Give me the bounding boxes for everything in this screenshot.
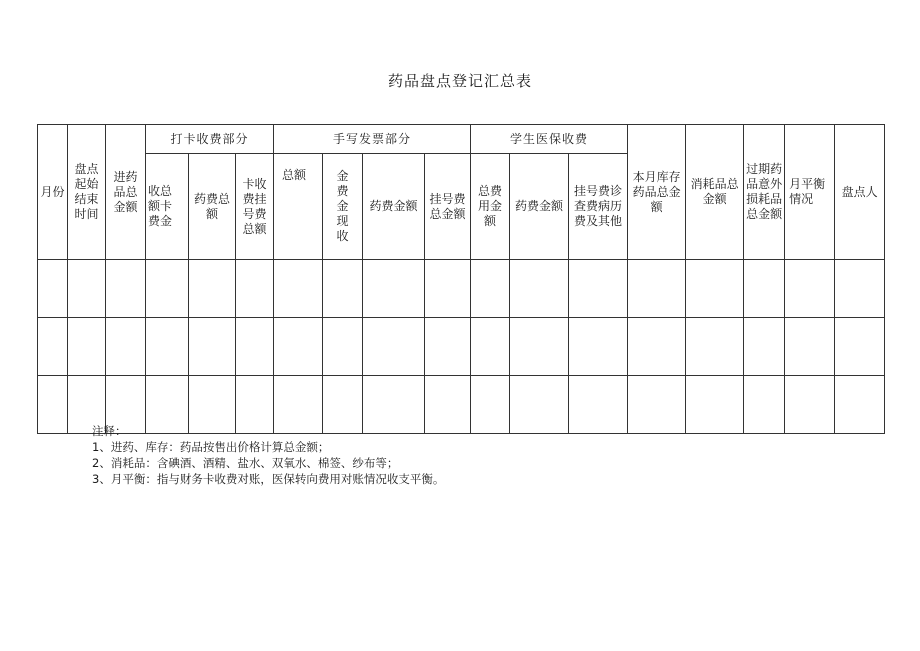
- header-period: 盘点起始结束时间: [68, 125, 106, 260]
- header-stock-total: 本月库存药品总金额: [628, 125, 686, 260]
- group-student-insurance: 学生医保收费: [471, 125, 628, 154]
- group-card-fees: 打卡收费部分: [146, 125, 274, 154]
- header-hand-drug-amount: 药费金额: [363, 154, 425, 260]
- group-handwritten-invoice: 手写发票部分: [274, 125, 471, 154]
- header-student-drug-amount: 药费金额: [510, 154, 569, 260]
- header-card-reg-total: 卡收费挂号费总额: [236, 154, 274, 260]
- header-card-drug-amount: 药费总额: [189, 154, 236, 260]
- notes-heading: 注释：: [92, 424, 127, 438]
- note-item-3: 3、月平衡：指与财务卡收费对账，医保转向费用对账情况收支平衡。: [92, 472, 445, 486]
- table-row: [38, 260, 885, 318]
- header-expired-total: 过期药品意外损耗品总金额: [744, 125, 785, 260]
- header-hand-reg-total: 挂号费总金额: [425, 154, 471, 260]
- header-balance: 月平衡情况: [785, 125, 835, 260]
- inventory-summary-table: [37, 124, 885, 434]
- header-hand-cash-total: 金费金现收: [323, 154, 363, 260]
- note-item-2: 2、消耗品：含碘酒、酒精、盐水、双氧水、棉签、纱布等；: [92, 456, 399, 470]
- header-student-total: 总费用金额: [471, 154, 510, 260]
- header-card-total: 收总额卡费金: [146, 154, 189, 260]
- table-row: [38, 318, 885, 376]
- header-row-groups: [38, 125, 885, 154]
- header-month: 月份: [38, 125, 68, 260]
- notes-section: [92, 423, 444, 487]
- header-hand-total: 总额: [274, 154, 323, 260]
- header-consumables-total: 消耗品总金额: [686, 125, 744, 260]
- document-title: 药品盘点登记汇总表: [387, 72, 532, 90]
- note-item-1: 1、进药、库存：药品按售出价格计算总金额；: [92, 440, 330, 454]
- header-student-other: 挂号费诊查费病历费及其他: [569, 154, 628, 260]
- header-purchase-total: 进药品总金额: [106, 125, 146, 260]
- header-counter: 盘点人: [835, 125, 885, 260]
